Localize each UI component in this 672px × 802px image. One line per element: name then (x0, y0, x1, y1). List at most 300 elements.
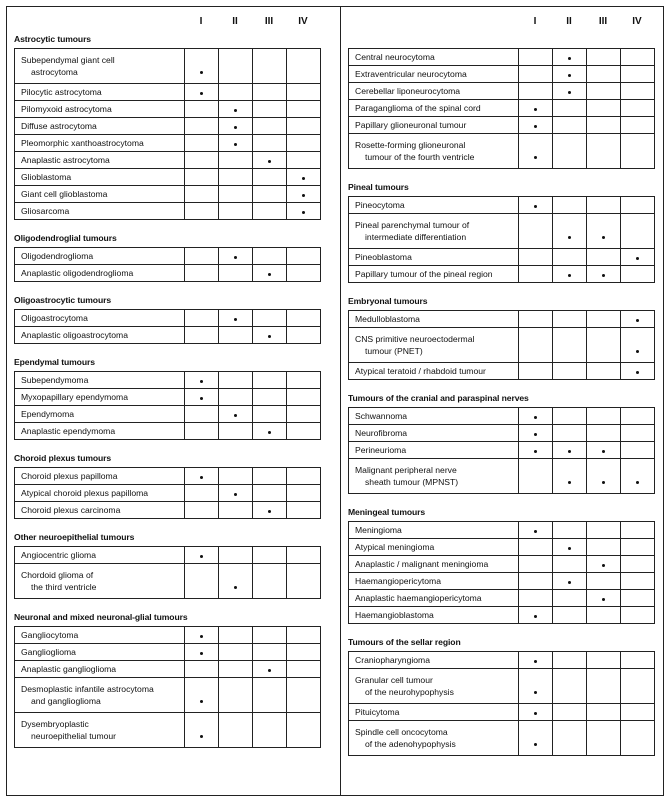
tumour-name-line: Dysembryoplastic (21, 719, 89, 729)
grade-header-2: II (566, 16, 572, 27)
grade-cell-4 (621, 311, 655, 328)
grade-dot (234, 586, 237, 589)
grade-cell-3 (253, 627, 287, 644)
tumour-name (349, 363, 519, 380)
tumour-name (15, 49, 185, 84)
grade-cell-3 (587, 49, 621, 66)
tumour-name-line: Pilomyxoid astrocytoma (21, 104, 112, 114)
group-table (14, 247, 321, 282)
table-row (349, 117, 655, 134)
grade-dot (534, 530, 537, 533)
tumour-name (349, 249, 519, 266)
grade-cell-1 (519, 573, 553, 590)
tumour-name-line: Pineocytoma (355, 200, 405, 210)
table-row (349, 328, 655, 363)
tumour-name (349, 459, 519, 494)
tumour-name (15, 627, 185, 644)
grade-cell-4 (621, 328, 655, 363)
grade-cell-4 (287, 152, 321, 169)
grade-cell-2 (219, 468, 253, 485)
grade-dot (568, 57, 571, 60)
grade-cell-2 (219, 265, 253, 282)
table-row (349, 134, 655, 169)
tumour-name-line: Anaplastic haemangiopericytoma (355, 593, 482, 603)
grade-dot (268, 431, 271, 434)
grade-cell-1 (185, 644, 219, 661)
grade-cell-3 (253, 84, 287, 101)
tumour-name (15, 423, 185, 440)
grade-header-1: I (199, 16, 203, 27)
grade-cell-3 (587, 83, 621, 100)
table-row (349, 197, 655, 214)
grade-dot (268, 510, 271, 513)
grade-cell-2 (219, 169, 253, 186)
table-row (349, 49, 655, 66)
grade-cell-4 (621, 83, 655, 100)
grade-dot (200, 476, 203, 479)
grade-cell-1 (185, 310, 219, 327)
grade-cell-2 (553, 522, 587, 539)
group-table (14, 48, 321, 220)
tumour-name (15, 186, 185, 203)
tumour-group (348, 637, 655, 756)
grade-dot (534, 433, 537, 436)
grade-cell-2 (219, 644, 253, 661)
grade-dot (200, 555, 203, 558)
grade-dot (200, 380, 203, 383)
grade-cell-3 (587, 311, 621, 328)
group-table (14, 309, 321, 344)
grade-cell-4 (287, 248, 321, 265)
tumour-name (349, 425, 519, 442)
table-row (349, 721, 655, 756)
grade-cell-3 (587, 556, 621, 573)
tumour-name-line: tumour of the fourth ventricle (365, 152, 475, 162)
grade-cell-3 (587, 459, 621, 494)
grade-dot (636, 481, 639, 484)
grade-cell-2 (553, 721, 587, 756)
grade-cell-4 (287, 406, 321, 423)
grade-cell-1 (519, 134, 553, 169)
grade-cell-4 (621, 556, 655, 573)
tumour-name-line: Pineoblastoma (355, 252, 412, 262)
tumour-group (14, 453, 321, 519)
tumour-name-line: Anaplastic ependymoma (21, 426, 116, 436)
tumour-name-line: of the neurohypophysis (365, 687, 454, 697)
grade-cell-4 (287, 661, 321, 678)
tumour-name-line: Choroid plexus carcinoma (21, 505, 121, 515)
grade-cell-2 (553, 442, 587, 459)
grade-cell-1 (519, 590, 553, 607)
grade-cell-1 (519, 721, 553, 756)
grade-cell-4 (621, 721, 655, 756)
table-row (349, 311, 655, 328)
grade-cell-1 (185, 186, 219, 203)
grade-cell-1 (185, 564, 219, 599)
table-row (15, 372, 321, 389)
group-title: Neuronal and mixed neuronal-glial tumours (14, 612, 188, 622)
grade-dot (534, 712, 537, 715)
grade-cell-4 (287, 644, 321, 661)
tumour-name-line: Glioblastoma (21, 172, 72, 182)
tumour-name (15, 265, 185, 282)
grade-cell-1 (519, 669, 553, 704)
grade-cell-4 (287, 389, 321, 406)
tumour-name-line: Pilocytic astrocytoma (21, 87, 102, 97)
grade-cell-4 (287, 310, 321, 327)
tumour-name (349, 134, 519, 169)
tumour-name-line: Atypical teratoid / rhabdoid tumour (355, 366, 486, 376)
table-row (349, 363, 655, 380)
grade-header-row (348, 6, 655, 36)
tumour-name (15, 564, 185, 599)
tumour-name (349, 522, 519, 539)
tumour-name-line: Craniopharyngioma (355, 655, 430, 665)
grade-cell-1 (185, 152, 219, 169)
grade-dot (268, 160, 271, 163)
table-row (15, 248, 321, 265)
grade-cell-3 (253, 186, 287, 203)
grade-cell-1 (185, 169, 219, 186)
grade-cell-4 (621, 214, 655, 249)
grade-cell-1 (185, 372, 219, 389)
grade-dot (234, 256, 237, 259)
grade-cell-1 (185, 485, 219, 502)
grade-cell-3 (587, 117, 621, 134)
grade-cell-2 (553, 590, 587, 607)
tumour-name-line: Rosette-forming glioneuronal (355, 140, 466, 150)
grade-cell-3 (587, 539, 621, 556)
tumour-name (349, 590, 519, 607)
tumour-name (349, 652, 519, 669)
table-row (15, 169, 321, 186)
tumour-name (349, 214, 519, 249)
grade-cell-3 (587, 66, 621, 83)
grade-cell-3 (587, 721, 621, 756)
group-table (348, 521, 655, 624)
grade-cell-2 (553, 652, 587, 669)
left-column (14, 6, 321, 748)
tumour-name-line: Papillary glioneuronal tumour (355, 120, 467, 130)
table-row (15, 661, 321, 678)
grade-cell-4 (621, 49, 655, 66)
grade-cell-2 (553, 607, 587, 624)
grade-cell-2 (219, 135, 253, 152)
grade-dot (534, 125, 537, 128)
grade-dot (200, 700, 203, 703)
tumour-name (15, 372, 185, 389)
tumour-name-line: Neurofibroma (355, 428, 408, 438)
tumour-name (15, 248, 185, 265)
grade-dot (602, 274, 605, 277)
grade-cell-3 (253, 713, 287, 748)
grade-cell-1 (185, 547, 219, 564)
grade-cell-2 (219, 186, 253, 203)
grade-cell-4 (287, 203, 321, 220)
grade-cell-4 (621, 249, 655, 266)
grade-dot (534, 660, 537, 663)
tumour-name-line: Anaplastic astrocytoma (21, 155, 110, 165)
grade-cell-3 (587, 652, 621, 669)
tumour-name-line: Granular cell tumour (355, 675, 433, 685)
tumour-group (348, 48, 655, 169)
grade-cell-3 (587, 214, 621, 249)
tumour-name-line: Ependymoma (21, 409, 75, 419)
group-title: Oligodendroglial tumours (14, 233, 117, 243)
grade-dot (234, 493, 237, 496)
tumour-name-line: Anaplastic ganglioglioma (21, 664, 117, 674)
grade-cell-3 (587, 197, 621, 214)
grade-dot (534, 450, 537, 453)
grade-dot (602, 564, 605, 567)
tumour-name-line: Myxopapillary ependymoma (21, 392, 128, 402)
tumour-name (15, 169, 185, 186)
grade-cell-3 (253, 468, 287, 485)
grade-dot (568, 236, 571, 239)
grade-cell-3 (587, 442, 621, 459)
group-table (348, 310, 655, 380)
grade-dot (200, 397, 203, 400)
grade-cell-4 (621, 197, 655, 214)
grade-cell-3 (253, 644, 287, 661)
tumour-name-line: of the adenohypophysis (365, 739, 456, 749)
grade-cell-4 (621, 266, 655, 283)
table-row (349, 66, 655, 83)
grade-cell-1 (519, 117, 553, 134)
grade-cell-1 (519, 704, 553, 721)
tumour-name-line: Angiocentric glioma (21, 550, 96, 560)
grade-cell-2 (219, 49, 253, 84)
tumour-name (15, 101, 185, 118)
tumour-name-line: neuroepithelial tumour (31, 731, 117, 741)
grade-cell-3 (253, 678, 287, 713)
tumour-name-line: Central neurocytoma (355, 52, 435, 62)
grade-cell-3 (587, 134, 621, 169)
tumour-name-line: Gangliocytoma (21, 630, 79, 640)
tumour-name (15, 389, 185, 406)
grade-cell-2 (553, 425, 587, 442)
grade-cell-2 (553, 408, 587, 425)
grade-cell-1 (185, 248, 219, 265)
grade-cell-1 (519, 607, 553, 624)
grade-cell-4 (287, 265, 321, 282)
table-row (349, 100, 655, 117)
grade-cell-4 (287, 101, 321, 118)
tumour-name-line: Schwannoma (355, 411, 408, 421)
grade-cell-4 (287, 186, 321, 203)
grade-cell-3 (253, 135, 287, 152)
grade-cell-2 (553, 669, 587, 704)
grade-cell-3 (587, 100, 621, 117)
grade-dot (200, 735, 203, 738)
grade-cell-4 (621, 652, 655, 669)
grade-dot (268, 669, 271, 672)
grade-cell-4 (287, 627, 321, 644)
grade-cell-3 (587, 669, 621, 704)
grade-cell-3 (253, 406, 287, 423)
tumour-name-line: astrocytoma (31, 67, 78, 77)
tumour-name (15, 468, 185, 485)
grade-cell-1 (185, 135, 219, 152)
group-table (14, 626, 321, 748)
tumour-name (15, 84, 185, 101)
grade-cell-4 (621, 607, 655, 624)
group-table (348, 407, 655, 494)
tumour-name-line: Oligodendroglioma (21, 251, 94, 261)
grade-cell-2 (219, 101, 253, 118)
grade-cell-2 (219, 327, 253, 344)
grade-dot (602, 481, 605, 484)
grade-cell-4 (621, 363, 655, 380)
tumour-name-line: Diffuse astrocytoma (21, 121, 97, 131)
grade-dot (234, 318, 237, 321)
grade-cell-4 (621, 522, 655, 539)
grade-cell-1 (519, 328, 553, 363)
grade-cell-2 (219, 372, 253, 389)
grade-cell-3 (253, 547, 287, 564)
grade-cell-2 (553, 117, 587, 134)
group-table (14, 467, 321, 519)
table-row (349, 573, 655, 590)
tumour-name (15, 485, 185, 502)
table-row (15, 564, 321, 599)
table-row (15, 327, 321, 344)
tumour-name (349, 266, 519, 283)
tumour-name (15, 502, 185, 519)
tumour-name (15, 678, 185, 713)
grade-header-row (14, 6, 321, 36)
tumour-name (349, 408, 519, 425)
grade-cell-3 (253, 101, 287, 118)
grade-cell-2 (219, 661, 253, 678)
tumour-group (348, 393, 655, 494)
table-row (15, 135, 321, 152)
table-row (15, 84, 321, 101)
grade-header-4: IV (298, 16, 308, 27)
tumour-name-line: Medulloblastoma (355, 314, 420, 324)
grade-cell-4 (287, 423, 321, 440)
group-table (14, 371, 321, 440)
tumour-name (349, 66, 519, 83)
tumour-name (349, 539, 519, 556)
column-divider (340, 6, 341, 796)
grade-cell-4 (287, 485, 321, 502)
grade-cell-3 (253, 389, 287, 406)
grade-cell-1 (519, 539, 553, 556)
tumour-name (349, 311, 519, 328)
tumour-name (15, 327, 185, 344)
grade-cell-2 (219, 423, 253, 440)
tumour-name-line: Meningioma (355, 525, 402, 535)
table-row (349, 539, 655, 556)
table-row (349, 669, 655, 704)
grade-dot (534, 108, 537, 111)
grade-cell-2 (553, 249, 587, 266)
grade-cell-3 (587, 607, 621, 624)
grade-cell-2 (219, 118, 253, 135)
group-table (348, 196, 655, 283)
grade-cell-1 (185, 678, 219, 713)
grade-cell-2 (553, 134, 587, 169)
grade-cell-4 (287, 502, 321, 519)
grade-dot (302, 194, 305, 197)
grade-cell-4 (621, 408, 655, 425)
grade-cell-2 (553, 66, 587, 83)
grade-cell-1 (185, 84, 219, 101)
grade-dot (534, 156, 537, 159)
table-row (15, 644, 321, 661)
tumour-group (14, 612, 321, 748)
tumour-group (14, 357, 321, 440)
grade-cell-3 (587, 249, 621, 266)
table-row (15, 203, 321, 220)
grade-cell-3 (253, 169, 287, 186)
group-table (348, 651, 655, 756)
tumour-name (15, 118, 185, 135)
grade-dot (302, 211, 305, 214)
grade-cell-1 (185, 423, 219, 440)
tumour-name-line: Subependymoma (21, 375, 89, 385)
table-row (349, 249, 655, 266)
grade-cell-1 (185, 49, 219, 84)
grade-dot (568, 547, 571, 550)
tumour-name-line: Chordoid glioma of (21, 570, 94, 580)
grade-cell-1 (519, 442, 553, 459)
grade-dot (234, 414, 237, 417)
table-row (349, 590, 655, 607)
grade-cell-2 (553, 266, 587, 283)
grade-cell-2 (219, 485, 253, 502)
tumour-name-line: Subependymal giant cell (21, 55, 115, 65)
tumour-name-line: Atypical choroid plexus papilloma (21, 488, 149, 498)
table-row (349, 408, 655, 425)
tumour-name-line: Papillary tumour of the pineal region (355, 269, 493, 279)
grade-cell-1 (185, 203, 219, 220)
tumour-name-line: Atypical meningioma (355, 542, 435, 552)
grade-dot (200, 71, 203, 74)
grade-cell-3 (253, 152, 287, 169)
grade-cell-1 (519, 652, 553, 669)
grade-cell-3 (253, 423, 287, 440)
grade-dot (234, 143, 237, 146)
grade-cell-2 (553, 573, 587, 590)
grade-dot (534, 615, 537, 618)
grade-cell-2 (219, 203, 253, 220)
grade-cell-2 (219, 389, 253, 406)
grade-cell-2 (553, 100, 587, 117)
grade-cell-3 (253, 485, 287, 502)
tumour-name-line: Giant cell glioblastoma (21, 189, 108, 199)
grade-cell-2 (219, 248, 253, 265)
grade-dot (568, 581, 571, 584)
grade-dot (302, 177, 305, 180)
tumour-group (14, 295, 321, 344)
table-row (15, 118, 321, 135)
grade-dot (636, 257, 639, 260)
grade-cell-4 (621, 134, 655, 169)
grade-header-4: IV (632, 16, 642, 27)
grade-dot (568, 274, 571, 277)
grade-cell-2 (553, 328, 587, 363)
tumour-name-line: Anaplastic oligoastrocytoma (21, 330, 128, 340)
group-title: Ependymal tumours (14, 357, 95, 367)
table-row (15, 186, 321, 203)
group-title: Other neuroepithelial tumours (14, 532, 135, 542)
grade-cell-3 (587, 266, 621, 283)
table-row (15, 152, 321, 169)
tumour-name (349, 607, 519, 624)
table-row (349, 214, 655, 249)
